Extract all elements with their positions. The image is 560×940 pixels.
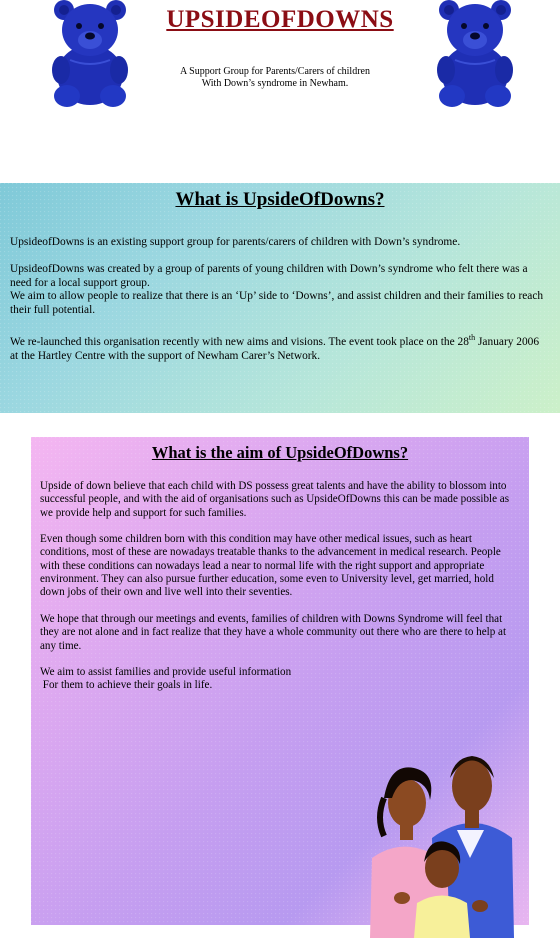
paragraph: [40, 666, 518, 693]
tagline-line: With Down’s syndrome in Newham.: [201, 78, 349, 89]
paragraph: [10, 331, 550, 363]
section-body: [10, 236, 550, 377]
section-heading: What is UpsideOfDowns?: [175, 189, 385, 210]
section-heading: What is the aim of UpsideOfDowns?: [151, 443, 409, 462]
paragraph-text: We re-launched this organisation recently with new aims and visions. The event took place on the 28: [10, 335, 469, 348]
section-body: [40, 480, 518, 706]
tagline-line: A Support Group for Parents/Carers of children: [180, 66, 370, 77]
site-tagline: [140, 66, 410, 90]
ordinal-suffix: th: [468, 333, 476, 343]
family-illustration: [362, 738, 522, 938]
site-title: UPSIDEOFDOWNS: [166, 6, 394, 33]
paragraph-line: For them to achieve their goals in life.: [40, 679, 213, 692]
paragraph: Upside of down believe that each child with DS possess great talents and have the ability to blossom into successful people, and with the aid of organisations such as UpsideOfDowns this can be made possible as we provide help and support for such families.: [40, 480, 510, 519]
teddy-bear-icon: [435, 0, 515, 108]
paragraph: [10, 263, 550, 317]
paragraph-line: We aim to allow people to realize that there is an ‘Up’ side to ‘Downs’, and assist children and their families to reach their full potential.: [10, 290, 544, 316]
paragraph-line: UpsideofDowns was created by a group of parents of young children with Down’s syndrome who felt there was a need for a local support group.: [10, 263, 528, 289]
paragraph: UpsideofDowns is an existing support group for parents/carers of children with Down’s syndrome.: [10, 236, 461, 248]
what-is-section: [0, 183, 560, 413]
paragraph-text: January 2006 at the Hartley Centre with the support of Newham Carer’s Network.: [10, 335, 540, 362]
paragraph-line: We aim to assist families and provide useful information: [40, 666, 292, 679]
page-header: [0, 0, 560, 120]
paragraph: Even though some children born with this condition may have other medical issues, such as heart conditions, most of these are nowadays treatable thanks to the advancement in medical research. People with these conditions can nowadays lead a near to normal life with the right support and appropriate environment. They can also pursue further education, some even to University level, get married, hold down jobs of their own and live well into their seventies.: [40, 533, 501, 599]
paragraph: We hope that through our meetings and events, families of children with Downs Syndrome will feel that they are not alone and in fact realize that they have a whole community out there who are there to help at any time.: [40, 612, 507, 652]
